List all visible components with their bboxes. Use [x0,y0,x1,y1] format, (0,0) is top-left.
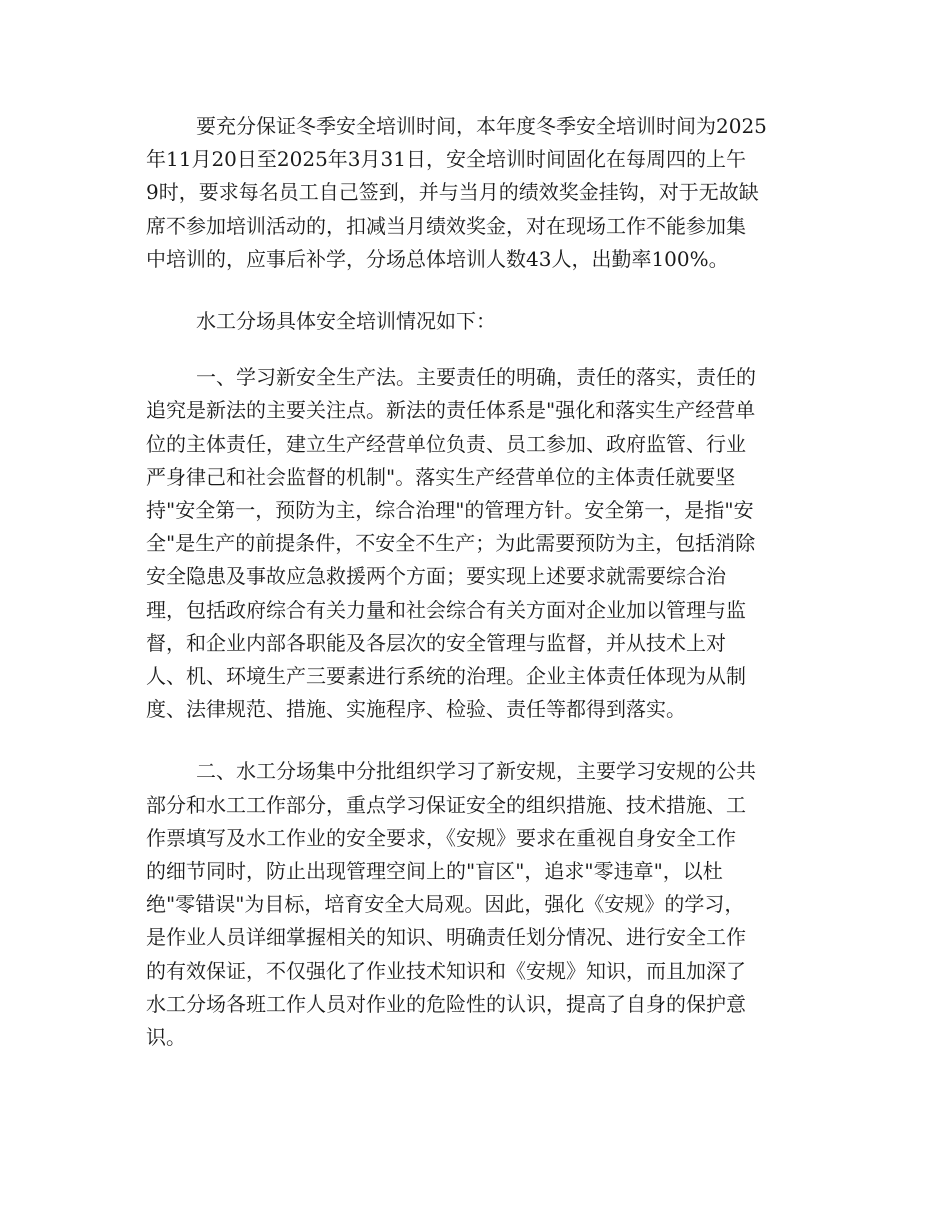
text-line: 是作业人员详细掌握相关的知识、明确责任划分情况、进行安全工作 [146,925,746,950]
text-line: 水工分场具体安全培训情况如下： [196,309,496,334]
paragraph-item-one [146,361,804,726]
text-line: 持"安全第一，预防为主，综合治理"的管理方针。安全第一，是指"安 [146,498,754,523]
text-line: 位的主体责任，建立生产经营单位负责、员工参加、政府监管、行业 [146,431,746,456]
text-line: 理，包括政府综合有关力量和社会综合有关方面对企业加以管理与监 [146,597,746,622]
text-line: 中培训的，应事后补学，分场总体培训人数43人，出勤率100%。 [146,246,729,271]
text-line: 部分和水工工作部分，重点学习保证安全的组织措施、技术措施、工 [146,792,746,817]
text-line: 严身律己和社会监督的机制"。落实生产经营单位的主体责任就要坚 [146,464,736,489]
document-body [146,110,804,1083]
text-line: 安全隐患及事故应急救援两个方面；要实现上述要求就需要综合治 [146,564,726,589]
text-line: 要充分保证冬季安全培训时间，本年度冬季安全培训时间为2025 [196,114,767,138]
paragraph-item-two [146,755,804,1054]
text-line: 全"是生产的前提条件，不安全不生产；为此需要预防为主，包括消除 [146,531,756,556]
paragraph-training-time [146,110,804,276]
text-line: 二、水工分场集中分批组织学习了新安规，主要学习安规的公共 [196,759,756,784]
text-line: 的有效保证，不仅强化了作业技术知识和《安规》知识，而且加深了 [146,958,746,983]
text-line: 绝"零错误"为目标，培育安全大局观。因此，强化《安规》的学习， [146,892,745,917]
paragraph-intro [146,305,804,338]
text-line: 督，和企业内部各职能及各层次的安全管理与监督，并从技术上对 [146,630,726,655]
text-line: 度、法律规范、措施、实施程序、检验、责任等都得到落实。 [146,697,686,722]
text-line: 一、学习新安全生产法。主要责任的明确，责任的落实，责任的 [196,365,756,390]
text-line: 水工分场各班工作人员对作业的危险性的认识，提高了自身的保护意 [146,991,746,1016]
text-line: 作票填写及水工作业的安全要求，《安规》要求在重视自身安全工作 [146,825,736,850]
text-line: 识。 [146,1025,186,1050]
text-line: 席不参加培训活动的，扣减当月绩效奖金，对在现场工作不能参加集 [146,213,746,238]
text-line: 人、机、环境生产三要素进行系统的治理。企业主体责任体现为从制 [146,664,746,689]
text-line: 年11月20日至2025年3月31日，安全培训时间固化在每周四的上午 [146,147,746,172]
text-line: 的细节同时，防止出现管理空间上的"盲区"，追求"零违章"，以杜 [146,859,723,884]
text-line: 9时，要求每名员工自己签到，并与当月的绩效奖金挂钩，对于无故缺 [146,180,759,205]
text-line: 追究是新法的主要关注点。新法的责任体系是"强化和落实生产经营单 [146,398,756,423]
